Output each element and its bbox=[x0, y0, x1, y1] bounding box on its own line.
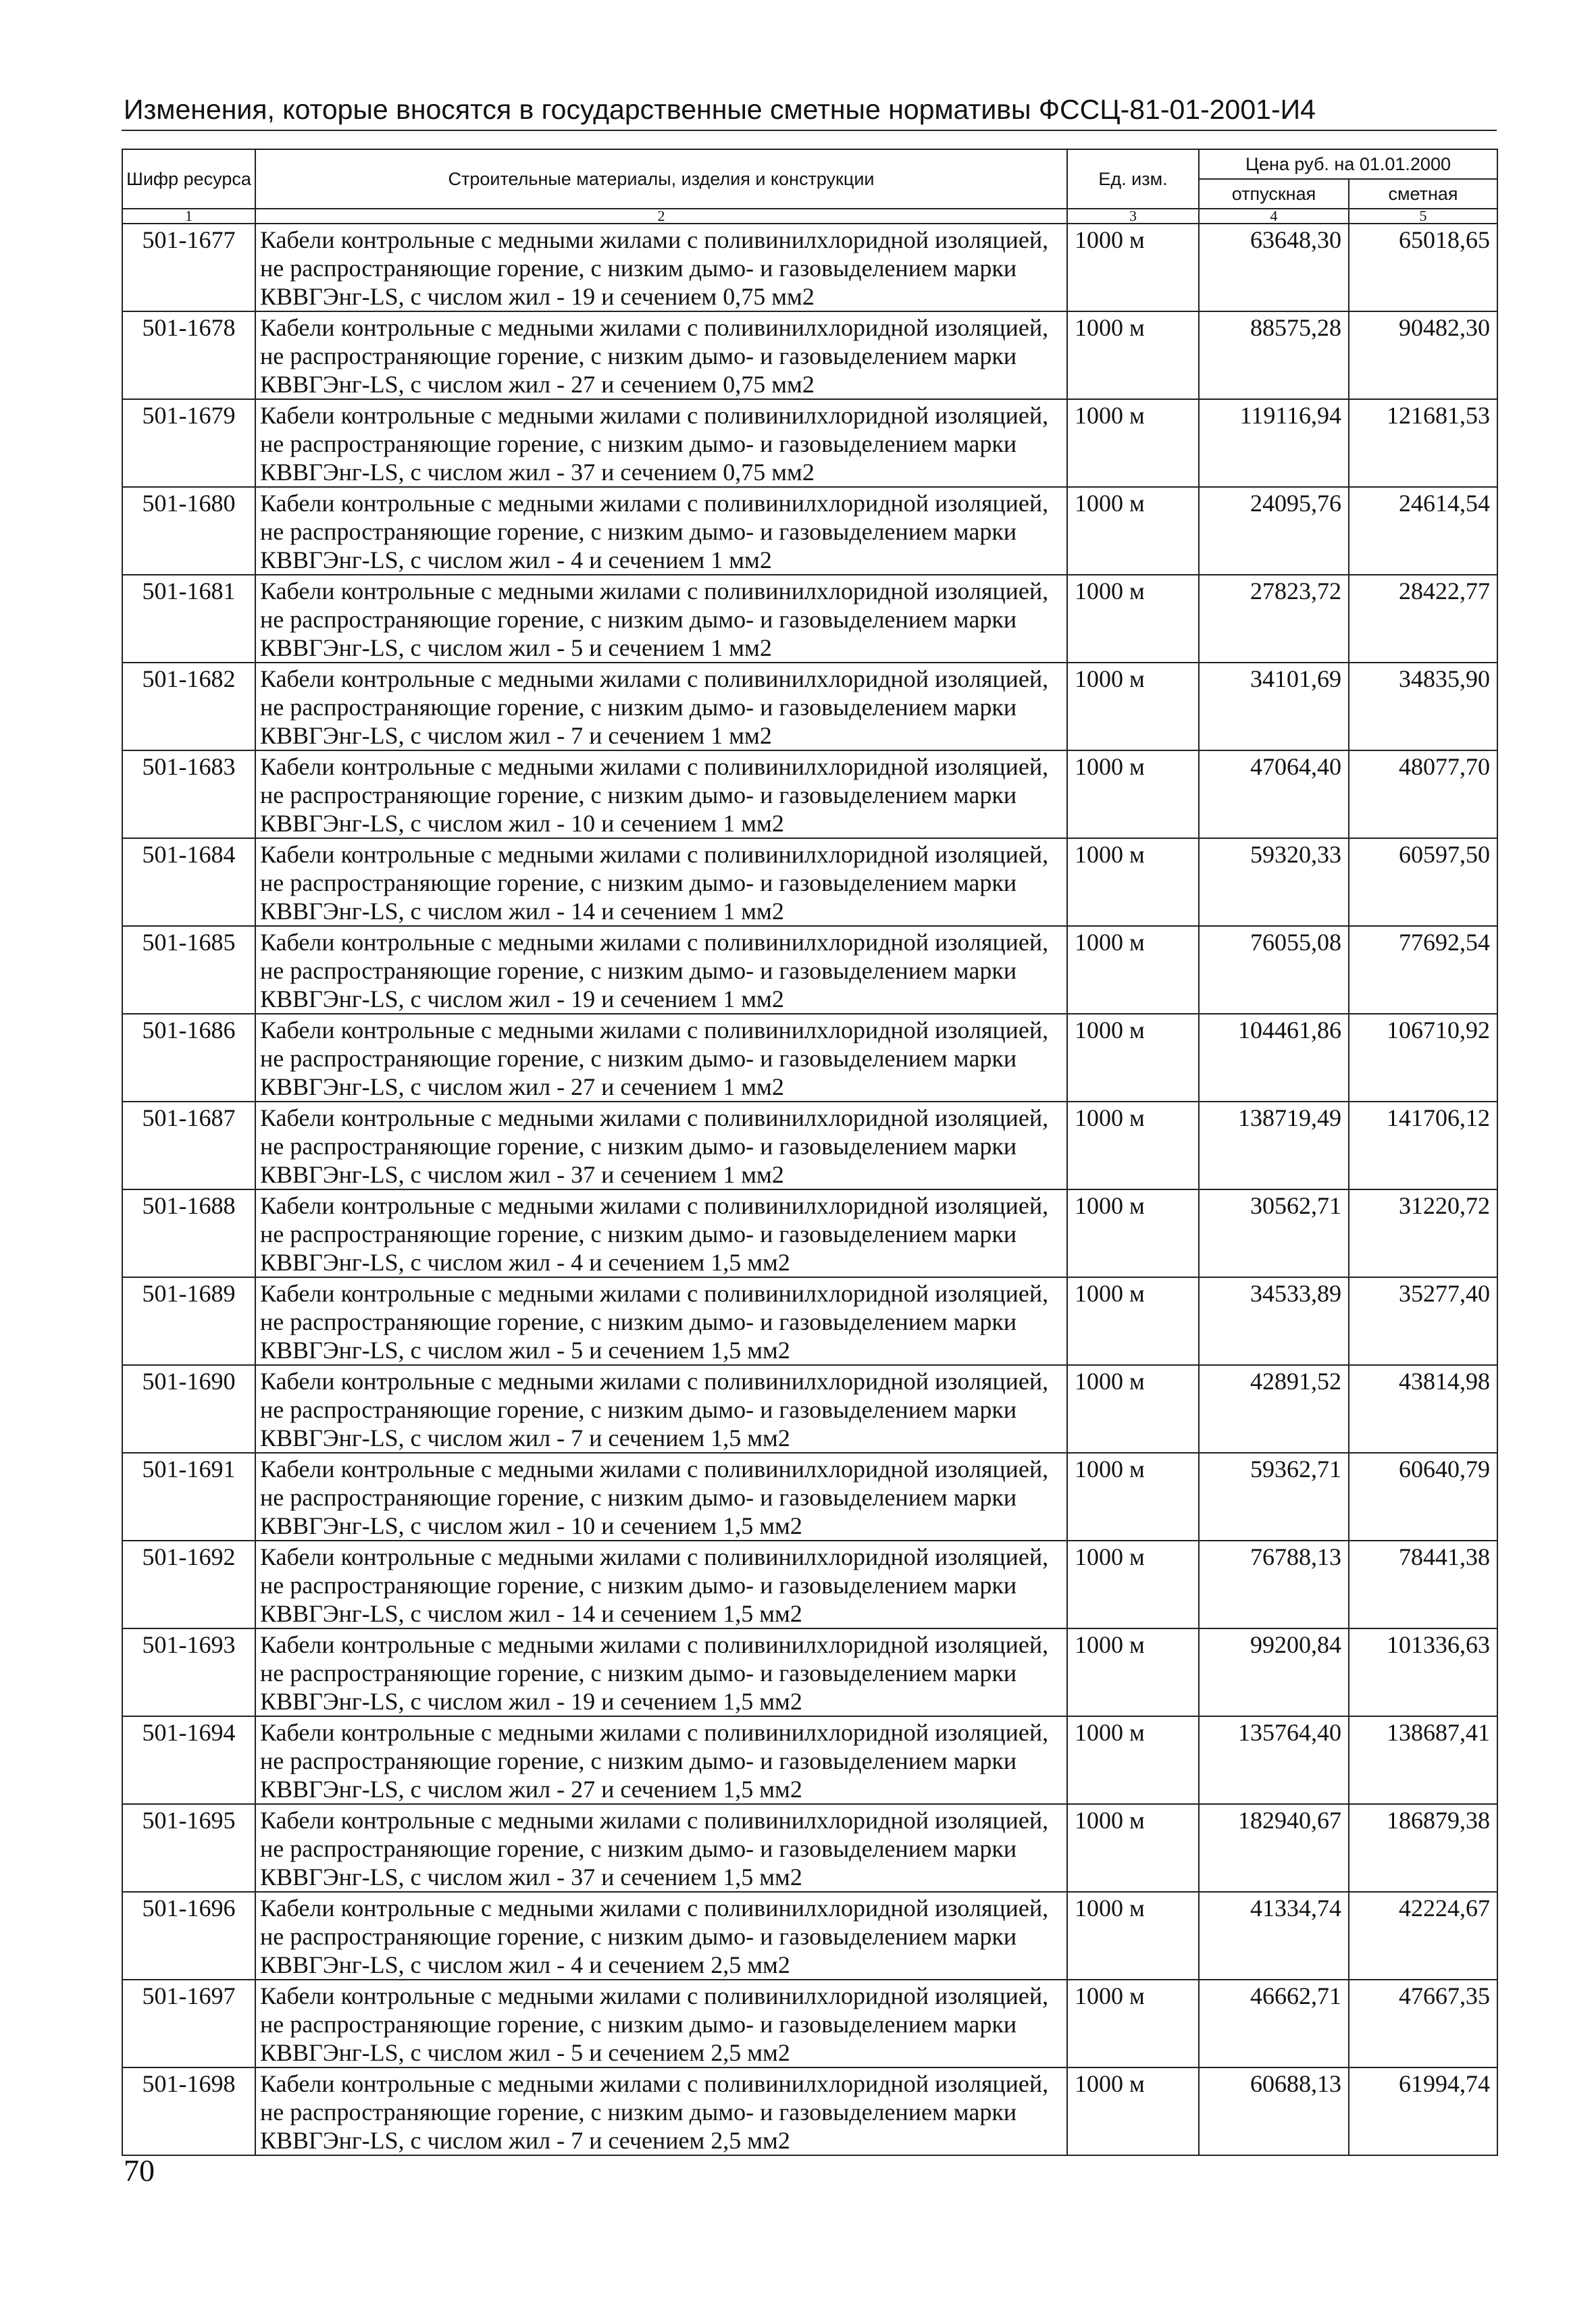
unit-cell: 1000 м bbox=[1067, 1541, 1199, 1628]
estimate-price-cell: 60640,79 bbox=[1349, 1453, 1497, 1541]
description-line: КВВГЭнг-LS, с числом жил - 19 и сечением 1 мм2 bbox=[260, 985, 784, 1012]
resource-code: 501-1686 bbox=[122, 1014, 255, 1102]
release-price-cell: 88575,28 bbox=[1199, 311, 1349, 399]
description-line: не распространяющие горение, с низким дымо- и газовыделением марки bbox=[260, 2011, 1017, 2038]
estimate-price-cell: 35277,40 bbox=[1349, 1277, 1497, 1365]
release-price-cell: 135764,40 bbox=[1199, 1716, 1349, 1804]
table-row bbox=[122, 487, 1497, 575]
description-line: КВВГЭнг-LS, с числом жил - 7 и сечением 1,5 мм2 bbox=[260, 1424, 790, 1451]
material-description bbox=[255, 399, 1067, 487]
column-header-estimate-price: сметная bbox=[1349, 179, 1497, 209]
description-line: КВВГЭнг-LS, с числом жил - 7 и сечением 2,5 мм2 bbox=[260, 2127, 790, 2154]
description-line: не распространяющие горение, с низким дымо- и газовыделением марки bbox=[260, 518, 1017, 545]
description-line: КВВГЭнг-LS, с числом жил - 5 и сечением 1,5 мм2 bbox=[260, 1337, 790, 1364]
description-line: Кабели контрольные с медными жилами с поливинилхлоридной изоляцией, bbox=[260, 1368, 1049, 1395]
estimate-price-cell: 43814,98 bbox=[1349, 1365, 1497, 1453]
description-line: не распространяющие горение, с низким дымо- и газовыделением марки bbox=[260, 1572, 1017, 1599]
description-line: КВВГЭнг-LS, с числом жил - 37 и сечением 1 мм2 bbox=[260, 1161, 784, 1188]
description-line: не распространяющие горение, с низким дымо- и газовыделением марки bbox=[260, 1396, 1017, 1423]
resource-code: 501-1684 bbox=[122, 838, 255, 926]
table-row bbox=[122, 1541, 1497, 1628]
description-line: не распространяющие горение, с низким дымо- и газовыделением марки bbox=[260, 1045, 1017, 1072]
page-header: Изменения, которые вносятся в государственные сметные нормативы ФССЦ-81-01-2001-И4 bbox=[124, 94, 1316, 125]
estimate-price-cell: 34835,90 bbox=[1349, 663, 1497, 750]
table-row bbox=[122, 1189, 1497, 1277]
column-number: 4 bbox=[1199, 209, 1349, 224]
resource-code: 501-1680 bbox=[122, 487, 255, 575]
description-line: не распространяющие горение, с низким дымо- и газовыделением марки bbox=[260, 342, 1017, 369]
description-line: не распространяющие горение, с низким дымо- и газовыделением марки bbox=[260, 869, 1017, 896]
description-line: Кабели контрольные с медными жилами с поливинилхлоридной изоляцией, bbox=[260, 753, 1049, 780]
description-line: КВВГЭнг-LS, с числом жил - 27 и сечением 1 мм2 bbox=[260, 1073, 784, 1100]
column-number: 5 bbox=[1349, 209, 1497, 224]
description-line: не распространяющие горение, с низким дымо- и газовыделением марки bbox=[260, 1835, 1017, 1862]
estimate-price-cell: 141706,12 bbox=[1349, 1102, 1497, 1189]
table-row bbox=[122, 1804, 1497, 1892]
unit-cell: 1000 м bbox=[1067, 750, 1199, 838]
table-row bbox=[122, 1277, 1497, 1365]
estimate-price-cell: 48077,70 bbox=[1349, 750, 1497, 838]
table-header bbox=[122, 149, 1497, 224]
estimate-price-cell: 42224,67 bbox=[1349, 1892, 1497, 1980]
price-table bbox=[122, 149, 1498, 2156]
release-price-cell: 42891,52 bbox=[1199, 1365, 1349, 1453]
material-description bbox=[255, 1980, 1067, 2067]
unit-cell: 1000 м bbox=[1067, 1804, 1199, 1892]
header-rule bbox=[122, 130, 1497, 131]
description-line: не распространяющие горение, с низким дымо- и газовыделением марки bbox=[260, 606, 1017, 633]
estimate-price-cell: 61994,74 bbox=[1349, 2067, 1497, 2155]
description-line: Кабели контрольные с медными жилами с поливинилхлоридной изоляцией, bbox=[260, 1982, 1049, 2009]
resource-code: 501-1687 bbox=[122, 1102, 255, 1189]
column-header-release-price: отпускная bbox=[1199, 179, 1349, 209]
material-description bbox=[255, 1102, 1067, 1189]
description-line: КВВГЭнг-LS, с числом жил - 4 и сечением 1,5 мм2 bbox=[260, 1249, 790, 1276]
column-header-price-group: Цена руб. на 01.01.2000 bbox=[1199, 149, 1497, 179]
description-line: КВВГЭнг-LS, с числом жил - 27 и сечением 0,75 мм2 bbox=[260, 371, 815, 398]
description-line: КВВГЭнг-LS, с числом жил - 19 и сечением 1,5 мм2 bbox=[260, 1688, 802, 1715]
material-description bbox=[255, 1716, 1067, 1804]
resource-code: 501-1688 bbox=[122, 1189, 255, 1277]
column-header-unit: Ед. изм. bbox=[1067, 149, 1199, 209]
unit-cell: 1000 м bbox=[1067, 1189, 1199, 1277]
description-line: Кабели контрольные с медными жилами с поливинилхлоридной изоляцией, bbox=[260, 929, 1049, 956]
estimate-price-cell: 65018,65 bbox=[1349, 224, 1497, 311]
description-line: Кабели контрольные с медными жилами с поливинилхлоридной изоляцией, bbox=[260, 1807, 1049, 1834]
estimate-price-cell: 101336,63 bbox=[1349, 1628, 1497, 1716]
description-line: Кабели контрольные с медными жилами с поливинилхлоридной изоляцией, bbox=[260, 1456, 1049, 1483]
resource-code: 501-1693 bbox=[122, 1628, 255, 1716]
estimate-price-cell: 186879,38 bbox=[1349, 1804, 1497, 1892]
release-price-cell: 24095,76 bbox=[1199, 487, 1349, 575]
description-line: КВВГЭнг-LS, с числом жил - 19 и сечением 0,75 мм2 bbox=[260, 283, 815, 310]
resource-code: 501-1697 bbox=[122, 1980, 255, 2067]
table-row bbox=[122, 1014, 1497, 1102]
release-price-cell: 59362,71 bbox=[1199, 1453, 1349, 1541]
description-line: КВВГЭнг-LS, с числом жил - 37 и сечением 1,5 мм2 bbox=[260, 1863, 802, 1891]
unit-cell: 1000 м bbox=[1067, 1716, 1199, 1804]
release-price-cell: 34101,69 bbox=[1199, 663, 1349, 750]
material-description bbox=[255, 838, 1067, 926]
description-line: Кабели контрольные с медными жилами с поливинилхлоридной изоляцией, bbox=[260, 1280, 1049, 1307]
estimate-price-cell: 47667,35 bbox=[1349, 1980, 1497, 2067]
description-line: Кабели контрольные с медными жилами с поливинилхлоридной изоляцией, bbox=[260, 1631, 1049, 1658]
estimate-price-cell: 24614,54 bbox=[1349, 487, 1497, 575]
unit-cell: 1000 м bbox=[1067, 838, 1199, 926]
resource-code: 501-1691 bbox=[122, 1453, 255, 1541]
column-header-name: Строительные материалы, изделия и конструкции bbox=[255, 149, 1067, 209]
description-line: не распространяющие горение, с низким дымо- и газовыделением марки bbox=[260, 1747, 1017, 1774]
table-row bbox=[122, 2067, 1497, 2155]
description-line: Кабели контрольные с медными жилами с поливинилхлоридной изоляцией, bbox=[260, 1543, 1049, 1570]
description-line: не распространяющие горение, с низким дымо- и газовыделением марки bbox=[260, 255, 1017, 282]
material-description bbox=[255, 1014, 1067, 1102]
unit-cell: 1000 м bbox=[1067, 1102, 1199, 1189]
unit-cell: 1000 м bbox=[1067, 1628, 1199, 1716]
description-line: КВВГЭнг-LS, с числом жил - 5 и сечением 2,5 мм2 bbox=[260, 2039, 790, 2066]
description-line: КВВГЭнг-LS, с числом жил - 14 и сечением 1,5 мм2 bbox=[260, 1600, 802, 1627]
estimate-price-cell: 31220,72 bbox=[1349, 1189, 1497, 1277]
description-line: КВВГЭнг-LS, с числом жил - 5 и сечением 1 мм2 bbox=[260, 634, 772, 661]
table-row bbox=[122, 399, 1497, 487]
resource-code: 501-1698 bbox=[122, 2067, 255, 2155]
release-price-cell: 41334,74 bbox=[1199, 1892, 1349, 1980]
unit-cell: 1000 м bbox=[1067, 575, 1199, 663]
unit-cell: 1000 м bbox=[1067, 2067, 1199, 2155]
table-row bbox=[122, 311, 1497, 399]
unit-cell: 1000 м bbox=[1067, 1892, 1199, 1980]
material-description bbox=[255, 750, 1067, 838]
resource-code: 501-1678 bbox=[122, 311, 255, 399]
release-price-cell: 138719,49 bbox=[1199, 1102, 1349, 1189]
table-row bbox=[122, 1365, 1497, 1453]
resource-code: 501-1694 bbox=[122, 1716, 255, 1804]
resource-code: 501-1695 bbox=[122, 1804, 255, 1892]
description-line: не распространяющие горение, с низким дымо- и газовыделением марки bbox=[260, 1660, 1017, 1687]
column-number: 3 bbox=[1067, 209, 1199, 224]
description-line: Кабели контрольные с медными жилами с поливинилхлоридной изоляцией, bbox=[260, 314, 1049, 341]
description-line: не распространяющие горение, с низким дымо- и газовыделением марки bbox=[260, 694, 1017, 721]
description-line: КВВГЭнг-LS, с числом жил - 10 и сечением 1,5 мм2 bbox=[260, 1512, 802, 1539]
description-line: не распространяющие горение, с низким дымо- и газовыделением марки bbox=[260, 1484, 1017, 1511]
description-line: КВВГЭнг-LS, с числом жил - 10 и сечением 1 мм2 bbox=[260, 810, 784, 837]
table-row bbox=[122, 663, 1497, 750]
resource-code: 501-1683 bbox=[122, 750, 255, 838]
description-line: не распространяющие горение, с низким дымо- и газовыделением марки bbox=[260, 2099, 1017, 2126]
resource-code: 501-1690 bbox=[122, 1365, 255, 1453]
description-line: не распространяющие горение, с низким дымо- и газовыделением марки bbox=[260, 957, 1017, 984]
table-row bbox=[122, 1892, 1497, 1980]
description-line: Кабели контрольные с медными жилами с поливинилхлоридной изоляцией, bbox=[260, 226, 1049, 253]
unit-cell: 1000 м bbox=[1067, 1980, 1199, 2067]
resource-code: 501-1692 bbox=[122, 1541, 255, 1628]
resource-code: 501-1677 bbox=[122, 224, 255, 311]
unit-cell: 1000 м bbox=[1067, 663, 1199, 750]
table-row bbox=[122, 1980, 1497, 2067]
description-line: Кабели контрольные с медными жилами с поливинилхлоридной изоляцией, bbox=[260, 1192, 1049, 1219]
description-line: КВВГЭнг-LS, с числом жил - 27 и сечением 1,5 мм2 bbox=[260, 1776, 802, 1803]
release-price-cell: 59320,33 bbox=[1199, 838, 1349, 926]
release-price-cell: 182940,67 bbox=[1199, 1804, 1349, 1892]
description-line: не распространяющие горение, с низким дымо- и газовыделением марки bbox=[260, 1133, 1017, 1160]
estimate-price-cell: 138687,41 bbox=[1349, 1716, 1497, 1804]
release-price-cell: 30562,71 bbox=[1199, 1189, 1349, 1277]
unit-cell: 1000 м bbox=[1067, 399, 1199, 487]
material-description bbox=[255, 1628, 1067, 1716]
material-description bbox=[255, 575, 1067, 663]
description-line: Кабели контрольные с медными жилами с поливинилхлоридной изоляцией, bbox=[260, 841, 1049, 868]
resource-code: 501-1681 bbox=[122, 575, 255, 663]
table-body bbox=[122, 224, 1497, 2155]
page-number: 70 bbox=[124, 2153, 155, 2188]
release-price-cell: 76788,13 bbox=[1199, 1541, 1349, 1628]
release-price-cell: 47064,40 bbox=[1199, 750, 1349, 838]
material-description bbox=[255, 663, 1067, 750]
unit-cell: 1000 м bbox=[1067, 1453, 1199, 1541]
description-line: Кабели контрольные с медными жилами с поливинилхлоридной изоляцией, bbox=[260, 665, 1049, 692]
description-line: КВВГЭнг-LS, с числом жил - 4 и сечением 1 мм2 bbox=[260, 546, 772, 573]
table-row bbox=[122, 1102, 1497, 1189]
release-price-cell: 119116,94 bbox=[1199, 399, 1349, 487]
material-description bbox=[255, 1365, 1067, 1453]
material-description bbox=[255, 224, 1067, 311]
description-line: Кабели контрольные с медными жилами с поливинилхлоридной изоляцией, bbox=[260, 490, 1049, 517]
estimate-price-cell: 28422,77 bbox=[1349, 575, 1497, 663]
material-description bbox=[255, 1541, 1067, 1628]
unit-cell: 1000 м bbox=[1067, 1365, 1199, 1453]
resource-code: 501-1696 bbox=[122, 1892, 255, 1980]
estimate-price-cell: 121681,53 bbox=[1349, 399, 1497, 487]
resource-code: 501-1682 bbox=[122, 663, 255, 750]
description-line: Кабели контрольные с медными жилами с поливинилхлоридной изоляцией, bbox=[260, 2070, 1049, 2097]
description-line: не распространяющие горение, с низким дымо- и газовыделением марки bbox=[260, 1220, 1017, 1248]
material-description bbox=[255, 926, 1067, 1014]
table-row bbox=[122, 1716, 1497, 1804]
unit-cell: 1000 м bbox=[1067, 487, 1199, 575]
description-line: Кабели контрольные с медными жилами с поливинилхлоридной изоляцией, bbox=[260, 577, 1049, 605]
material-description bbox=[255, 2067, 1067, 2155]
estimate-price-cell: 77692,54 bbox=[1349, 926, 1497, 1014]
unit-cell: 1000 м bbox=[1067, 311, 1199, 399]
material-description bbox=[255, 1804, 1067, 1892]
description-line: КВВГЭнг-LS, с числом жил - 14 и сечением 1 мм2 bbox=[260, 898, 784, 925]
description-line: КВВГЭнг-LS, с числом жил - 4 и сечением 2,5 мм2 bbox=[260, 1951, 790, 1978]
column-number: 1 bbox=[122, 209, 255, 224]
release-price-cell: 46662,71 bbox=[1199, 1980, 1349, 2067]
table-row bbox=[122, 838, 1497, 926]
material-description bbox=[255, 311, 1067, 399]
description-line: Кабели контрольные с медными жилами с поливинилхлоридной изоляцией, bbox=[260, 1895, 1049, 1922]
estimate-price-cell: 106710,92 bbox=[1349, 1014, 1497, 1102]
description-line: не распространяющие горение, с низким дымо- и газовыделением марки bbox=[260, 430, 1017, 457]
material-description bbox=[255, 1453, 1067, 1541]
release-price-cell: 60688,13 bbox=[1199, 2067, 1349, 2155]
material-description bbox=[255, 1189, 1067, 1277]
release-price-cell: 34533,89 bbox=[1199, 1277, 1349, 1365]
description-line: Кабели контрольные с медными жилами с поливинилхлоридной изоляцией, bbox=[260, 1017, 1049, 1044]
unit-cell: 1000 м bbox=[1067, 926, 1199, 1014]
release-price-cell: 99200,84 bbox=[1199, 1628, 1349, 1716]
material-description bbox=[255, 1277, 1067, 1365]
column-header-code: Шифр ресурса bbox=[122, 149, 255, 209]
release-price-cell: 76055,08 bbox=[1199, 926, 1349, 1014]
unit-cell: 1000 м bbox=[1067, 1277, 1199, 1365]
material-description bbox=[255, 1892, 1067, 1980]
description-line: КВВГЭнг-LS, с числом жил - 7 и сечением 1 мм2 bbox=[260, 722, 772, 749]
table-row bbox=[122, 926, 1497, 1014]
description-line: КВВГЭнг-LS, с числом жил - 37 и сечением 0,75 мм2 bbox=[260, 459, 815, 486]
table-row bbox=[122, 1628, 1497, 1716]
column-number: 2 bbox=[255, 209, 1067, 224]
description-line: Кабели контрольные с медными жилами с поливинилхлоридной изоляцией, bbox=[260, 1719, 1049, 1746]
table-row bbox=[122, 575, 1497, 663]
description-line: Кабели контрольные с медными жилами с поливинилхлоридной изоляцией, bbox=[260, 1104, 1049, 1131]
table-row bbox=[122, 224, 1497, 311]
table-row bbox=[122, 750, 1497, 838]
resource-code: 501-1689 bbox=[122, 1277, 255, 1365]
description-line: не распространяющие горение, с низким дымо- и газовыделением марки bbox=[260, 1308, 1017, 1335]
estimate-price-cell: 60597,50 bbox=[1349, 838, 1497, 926]
release-price-cell: 104461,86 bbox=[1199, 1014, 1349, 1102]
unit-cell: 1000 м bbox=[1067, 1014, 1199, 1102]
estimate-price-cell: 78441,38 bbox=[1349, 1541, 1497, 1628]
description-line: Кабели контрольные с медными жилами с поливинилхлоридной изоляцией, bbox=[260, 402, 1049, 429]
estimate-price-cell: 90482,30 bbox=[1349, 311, 1497, 399]
release-price-cell: 63648,30 bbox=[1199, 224, 1349, 311]
description-line: не распространяющие горение, с низким дымо- и газовыделением марки bbox=[260, 1923, 1017, 1950]
table-row bbox=[122, 1453, 1497, 1541]
resource-code: 501-1685 bbox=[122, 926, 255, 1014]
material-description bbox=[255, 487, 1067, 575]
release-price-cell: 27823,72 bbox=[1199, 575, 1349, 663]
resource-code: 501-1679 bbox=[122, 399, 255, 487]
description-line: не распространяющие горение, с низким дымо- и газовыделением марки bbox=[260, 781, 1017, 808]
unit-cell: 1000 м bbox=[1067, 224, 1199, 311]
